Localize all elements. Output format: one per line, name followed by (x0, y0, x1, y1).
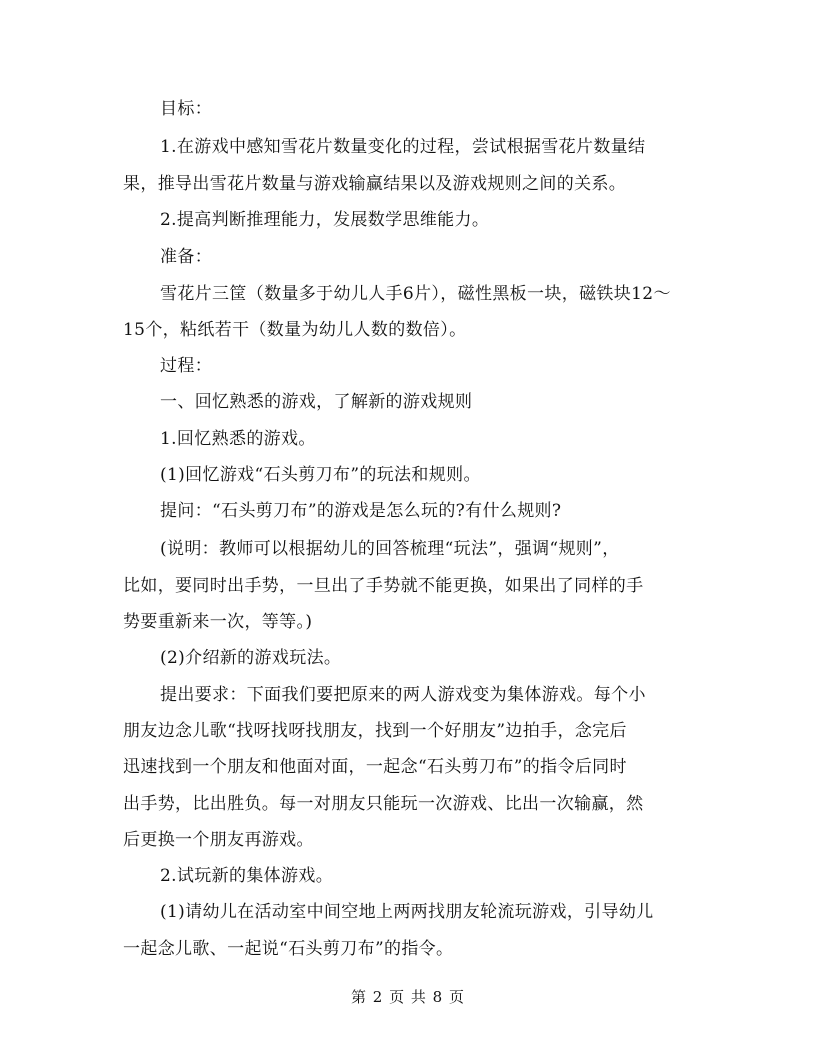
requirement-line-4: 出手势，比出胜负。每一对朋友只能玩一次游戏、比出一次输赢，然 (123, 794, 644, 814)
note-line-2: 比如，要同时出手势，一旦出了手势就不能更换，如果出了同样的手 (123, 576, 644, 596)
preparation-line-1: 雪花片三筐（数量多于幼儿人手6片），磁性黑板一块，磁铁块12～ (160, 284, 671, 304)
process-step-2: 2.试玩新的集体游戏。 (160, 866, 334, 886)
page-number: 第 2 页 共 8 页 (351, 988, 465, 1006)
process-heading: 过程： (160, 356, 213, 376)
question-line: 提问：“石头剪刀布”的游戏是怎么玩的?有什么规则? (160, 501, 562, 521)
note-line-1: (说明：教师可以根据幼儿的回答梳理“玩法”，强调“规则”， (160, 539, 620, 559)
goal-item-2: 2.提高判断推理能力，发展数学思维能力。 (160, 210, 490, 230)
goal-item-1-line-1: 1.在游戏中感知雪花片数量变化的过程，尝试根据雪花片数量结 (160, 137, 646, 157)
goal-item-1-line-2: 果，推导出雪花片数量与游戏输赢结果以及游戏规则之间的关系。 (123, 174, 627, 194)
goal-heading: 目标： (160, 99, 213, 119)
requirement-line-1: 提出要求：下面我们要把原来的两人游戏变为集体游戏。每个小 (160, 685, 646, 705)
requirement-line-2: 朋友边念儿歌“找呀找呀找朋友，找到一个好朋友”边拍手，念完后 (123, 721, 627, 741)
process-section-1-title: 一、回忆熟悉的游戏，了解新的游戏规则 (160, 392, 473, 412)
process-step-2-sub-1-line-2: 一起念儿歌、一起说“石头剪刀布”的指令。 (123, 939, 454, 959)
preparation-line-2: 15个，粘纸若干（数量为幼儿人数的数倍）。 (123, 320, 467, 340)
process-step-1-sub-1: (1)回忆游戏“石头剪刀布”的玩法和规则。 (160, 465, 481, 485)
process-step-1: 1.回忆熟悉的游戏。 (160, 429, 316, 449)
requirement-line-5: 后更换一个朋友再游戏。 (123, 830, 314, 850)
process-step-2-sub-1-line-1: (1)请幼儿在活动室中间空地上两两找朋友轮流玩游戏，引导幼儿 (160, 902, 654, 922)
note-line-3: 势要重新来一次，等等。) (123, 612, 313, 632)
process-step-1-sub-2: (2)介绍新的游戏玩法。 (160, 648, 342, 668)
requirement-line-3: 迅速找到一个朋友和他面对面，一起念“石头剪刀布”的指令后同时 (123, 757, 627, 777)
preparation-heading: 准备： (160, 247, 213, 267)
